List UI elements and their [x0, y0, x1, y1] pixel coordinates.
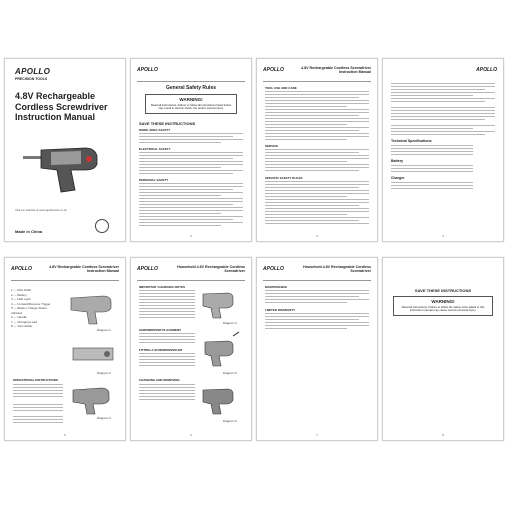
manual-title: 4.8V Rechargeable Cordless Screwdriver Instruction Manual — [15, 91, 108, 122]
save-instructions: SAVE THESE INSTRUCTIONS — [414, 288, 472, 293]
page-header — [263, 65, 371, 82]
diagram-label: Diagram 4 — [223, 321, 237, 325]
diagram-6-image — [197, 378, 245, 418]
diagram-label: Diagram 3 — [97, 416, 111, 420]
diagram-label: Diagram 5 — [223, 371, 237, 375]
page-header — [263, 264, 371, 281]
section-heading: WORK AREA SAFETY — [139, 128, 171, 132]
diagram-1-image — [67, 286, 119, 326]
diagram-label: Diagram 1 — [97, 328, 111, 332]
page-header — [137, 65, 245, 82]
page-header — [11, 264, 119, 281]
page-number: 2 — [190, 234, 192, 238]
section-heading: ELECTRICAL SAFETY — [139, 147, 171, 151]
page-header — [137, 264, 245, 281]
section-heading: SCREWDRIVER PLACEMENT — [139, 328, 182, 332]
back-page — [382, 257, 504, 441]
warning-text: Read all instructions. Failure to follow the safety rules stated in this Instruction manual may cause serious personal injury. — [401, 305, 485, 313]
diagram-5-image — [197, 330, 245, 370]
warning-box — [393, 296, 493, 316]
section-heading: CHANGING AND REMOVING — [139, 378, 180, 382]
diagram-label: Diagram 2 — [97, 371, 111, 375]
cover-page — [4, 58, 126, 242]
list-item: 6 — Handle — [11, 315, 27, 319]
section-heading: SERVICE — [265, 144, 279, 148]
screwdriver-illustration — [23, 134, 113, 194]
header-logo: APOLLO — [11, 266, 32, 272]
safety-rules-page — [130, 58, 252, 242]
section-heading: Charger — [391, 176, 405, 180]
section-heading: IMPORTANT CHARGING NOTES — [139, 285, 185, 289]
header-logo: APOLLO — [137, 67, 158, 73]
section-heading: TOOL USE AND CARE — [265, 86, 297, 90]
page-number: 7 — [316, 433, 318, 437]
specifications-page — [382, 58, 504, 242]
warning-title: WARNING! — [179, 97, 203, 102]
section-heading: Battery — [391, 159, 404, 163]
header-logo: APOLLO — [263, 67, 284, 73]
page-number: 3 — [316, 234, 318, 238]
save-instructions: SAVE THESE INSTRUCTIONS — [139, 121, 196, 126]
header-logo: APOLLO — [476, 67, 497, 73]
list-item: 8 — Tool Holder — [11, 324, 33, 328]
header-title: 4.8V Rechargeable Cordless Screwdriver Instruction Manual — [49, 265, 119, 274]
page-number: 6 — [190, 433, 192, 437]
diagram-3-image — [67, 376, 119, 416]
header-title: 4.8V Rechargeable Cordless Screwdriver Instruction Manual — [301, 66, 371, 75]
tool-use-page — [256, 58, 378, 242]
list-item: 5 — Battery Charge Status Indicator — [11, 306, 47, 315]
section-heading: FITTING A SCREWDRIVER BIT — [139, 348, 183, 352]
list-item: 2 — Battery — [11, 292, 27, 297]
section-title: General Safety Rules — [165, 85, 217, 91]
diagram-label: Diagram 6 — [223, 419, 237, 423]
list-item: 4 — Forward/Reverse Trigger — [11, 301, 51, 306]
page-number: 5 — [64, 433, 66, 437]
section-heading: LIMITED WARRANTY — [265, 308, 296, 312]
header-logo: APOLLO — [263, 266, 284, 272]
warning-box — [145, 94, 237, 114]
parts-page — [4, 257, 126, 441]
diagram-2-image — [67, 338, 119, 370]
section-heading: SPECIFIC SAFETY RULES — [265, 176, 303, 180]
header-title: Household 4.8V Rechargeable Cordless Screwdriver — [303, 265, 371, 274]
charging-page — [130, 257, 252, 441]
section-heading: OPERATIONAL INSTRUCTIONS — [13, 378, 58, 382]
page-number: 4 — [442, 234, 444, 238]
header-logo: APOLLO — [137, 266, 158, 272]
section-heading: Technical Specifications — [391, 139, 432, 143]
made-in: Made in China — [15, 229, 43, 234]
section-heading: MAINTENANCE — [265, 285, 288, 289]
warning-title: WARNING! — [431, 299, 455, 304]
website-note: Visit our website at www.apollotools.co.uk — [15, 208, 67, 212]
brand-logo: APOLLO — [15, 67, 51, 76]
section-heading: PERSONAL SAFETY — [139, 178, 169, 182]
warning-text: Read all instructions. Failure to follow all instructions listed below may result in electric shock, fire and/or serious injury. — [150, 103, 232, 111]
diagram-4-image — [197, 284, 245, 320]
brand-subtitle: PRECISION TOOLS — [15, 77, 48, 81]
header-title: Household 4.8V Rechargeable Cordless Screwdriver — [177, 265, 245, 274]
list-item: 3 — LED Light — [11, 297, 31, 301]
list-item: 1 — Pilot Shaft — [11, 288, 32, 292]
maintenance-page — [256, 257, 378, 441]
page-header — [389, 65, 497, 81]
badge-icon — [95, 219, 109, 233]
parts-list — [11, 288, 53, 329]
page-number: 8 — [442, 433, 444, 437]
list-item: 7 — Charging Lead — [11, 319, 38, 324]
